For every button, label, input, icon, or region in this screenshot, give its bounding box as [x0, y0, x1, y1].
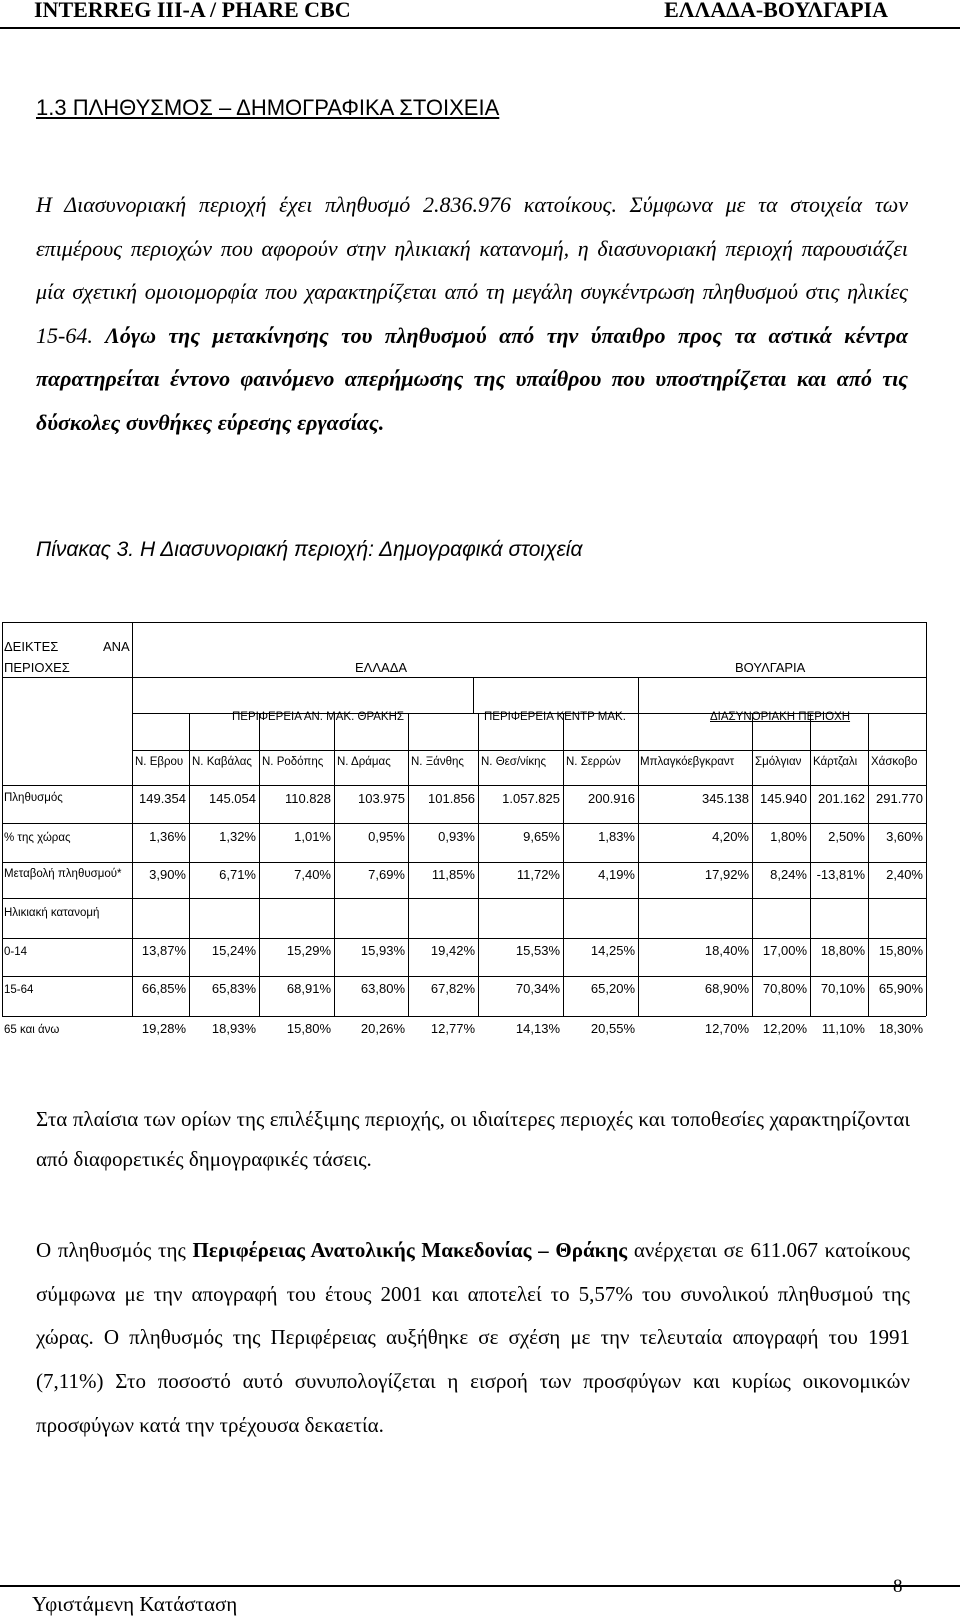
- header-right: ΕΛΛΑΔΑ-ΒΟΥΛΓΑΡΙΑ: [664, 0, 888, 22]
- column-header: Ν. Θεσ/νίκης: [481, 756, 547, 768]
- table-rule: [638, 677, 639, 1016]
- row-label: % της χώρας: [4, 832, 71, 844]
- paragraph-region-population: [36, 1229, 910, 1448]
- para3-region-name: Περιφέρειας Ανατολικής Μακεδονίας – Θράκης: [192, 1238, 628, 1262]
- table-cell: 9,65%: [523, 829, 560, 844]
- column-header: Μπλαγκόεβγκραντ: [640, 756, 735, 768]
- table-cell: 149.354: [139, 791, 186, 806]
- table-rule: [2, 898, 926, 899]
- table-rule: [926, 622, 927, 1016]
- intro-paragraph: [36, 183, 908, 445]
- table-cell: 11,72%: [516, 867, 560, 882]
- intro-bold-text: Λόγω της μετακίνησης του πληθυσμού από την ύπαιθρο προς τα αστικά κέντρα παρατηρείται έντονο φαινόμενο απερήμωσης της υπαίθρου που υποστηρίζεται και από τις δύσκολες συνθήκες εύρεσης εργασίας.: [36, 322, 909, 435]
- table-cell: 12,70%: [704, 1021, 749, 1036]
- table-cell: 2,40%: [886, 867, 923, 882]
- column-header: Ν. Καβάλας: [192, 756, 252, 768]
- table-cell: 15,53%: [515, 943, 560, 958]
- table-cell: 1,36%: [149, 829, 186, 844]
- table-rule: [2, 1016, 926, 1017]
- table-cell: 3,90%: [149, 867, 186, 882]
- table-cell: 15,24%: [211, 943, 256, 958]
- table-cell: 12,20%: [762, 1021, 807, 1036]
- table-cell: 8,24%: [770, 867, 807, 882]
- table-cell: 17,00%: [762, 943, 807, 958]
- table-rule: [259, 713, 260, 1016]
- region-kentrikis-makedonias: ΠΕΡΙΦΕΡΕΙΑ ΚΕΝΤΡ ΜΑΚ.: [484, 711, 626, 723]
- column-header: Χάσκοβο: [871, 756, 918, 768]
- row-label: Πληθυσμός: [4, 792, 63, 804]
- table-rule: [408, 713, 409, 1016]
- table-cell: 63,80%: [360, 981, 405, 996]
- corner-label-line2: ΠΕΡΙΟΧΕΣ: [4, 660, 70, 675]
- corner-label-line1: ΔΕΙΚΤΕΣ: [4, 639, 59, 654]
- table-rule: [334, 713, 335, 1016]
- table-cell: 101.856: [428, 791, 475, 806]
- header-left: INTERREG III-A / PHARE CBC: [34, 0, 351, 22]
- table-rule: [868, 713, 869, 1016]
- table-rule: [2, 976, 926, 977]
- table-cell: 70,80%: [762, 981, 807, 996]
- table-cell: 18,30%: [878, 1021, 923, 1036]
- table-rule: [2, 677, 926, 678]
- column-header: Ν. Ξάνθης: [411, 756, 464, 768]
- intro-text: Η Διασυνοριακή περιοχή έχει πληθυσμό 2.836.976 κατοίκους. Σύμφωνα με τα στοιχεία των επιμέρους περιοχών που αφορούν στην ηλικιακή κατανομή, η διασυνοριακή περιοχή παρουσιάζει μία σχετική ομοιομορφία που χαρακτηρίζεται από τη μεγάλη συγκέντρωση πληθυσμού στις ηλικίες 15-64.: [36, 192, 908, 348]
- table-rule: [563, 713, 564, 1016]
- table-cell: 4,20%: [712, 829, 749, 844]
- table-rule: [2, 862, 926, 863]
- table-cell: 110.828: [284, 791, 331, 806]
- column-header: Κάρτζαλι: [813, 756, 858, 768]
- country-greece: ΕΛΛΑΔΑ: [355, 660, 408, 675]
- column-header: Ν. Ροδόπης: [262, 756, 324, 768]
- table-rule: [752, 713, 753, 1016]
- table-cell: 345.138: [702, 791, 749, 806]
- table-rule: [2, 622, 3, 1016]
- table-cell: 11,10%: [821, 1021, 865, 1036]
- table-cell: 68,91%: [286, 981, 331, 996]
- footer-rule: [0, 1585, 960, 1587]
- table-cell: 68,90%: [704, 981, 749, 996]
- table-cell: 7,40%: [294, 867, 331, 882]
- table-cell: 65,20%: [590, 981, 635, 996]
- table-cell: 145.940: [760, 791, 807, 806]
- table-cell: 65,83%: [211, 981, 256, 996]
- table-cell: 200.916: [588, 791, 635, 806]
- table-cell: 13,87%: [141, 943, 186, 958]
- paragraph-trends: Στα πλαίσια των ορίων της επιλέξιμης περιοχής, οι ιδιαίτερες περιοχές και τοποθεσίες χαρακτηρίζονται από διαφορετικές δημογραφικές τάσεις.: [36, 1107, 910, 1171]
- table-cell: 15,93%: [360, 943, 405, 958]
- table-cell: 7,69%: [368, 867, 405, 882]
- row-label: 15-64: [4, 984, 34, 996]
- page-number: 8: [893, 1576, 903, 1597]
- table-cell: 1.057.825: [502, 791, 560, 806]
- table-cell: 15,80%: [878, 943, 923, 958]
- column-header: Ν. Δράμας: [337, 756, 391, 768]
- column-header: Ν. Εβρου: [135, 756, 184, 768]
- row-label: 65 και άνω: [4, 1024, 60, 1036]
- table-cell: 12,77%: [430, 1021, 475, 1036]
- table-rule: [189, 713, 190, 1016]
- header-rule: [0, 27, 960, 29]
- table-cell: 15,80%: [286, 1021, 331, 1036]
- table-rule: [2, 938, 926, 939]
- table-cell: 70,10%: [820, 981, 865, 996]
- table-cell: 19,42%: [430, 943, 475, 958]
- table-cell: 19,28%: [141, 1021, 186, 1036]
- column-header: Σμόλγιαν: [755, 756, 802, 768]
- para3-after: ανέρχεται σε 611.067 κατοίκους σύμφωνα με την απογραφή του έτους 2001 και αποτελεί το 5,57% του συνολικού πληθυσμού της χώρας. Ο πληθυσμός της Περιφέρειας αυξήθηκε σε σχέση με την τελευταία απογραφή του 1991 (7,11%) Στο ποσοστό αυτό συνυπολογίζεται η εισροή των προσφύγων και κυρίως οικονομικών προσφύγων κατά την τρέχουσα δεκαετία.: [36, 1238, 910, 1437]
- table-cell: 18,40%: [704, 943, 749, 958]
- table-cell: 1,32%: [219, 829, 256, 844]
- table-cell: 20,26%: [360, 1021, 405, 1036]
- row-label: 0-14: [4, 946, 28, 958]
- cross-border-area: ΔΙΑΣΥΝΟΡΙΑΚΗ ΠΕΡΙΟΧΗ: [710, 711, 851, 723]
- table-cell: 66,85%: [141, 981, 186, 996]
- table-cell: 15,29%: [286, 943, 331, 958]
- table-cell: 2,50%: [828, 829, 865, 844]
- corner-label-ana: ΑΝΑ: [103, 639, 130, 654]
- table-cell: 17,92%: [704, 867, 749, 882]
- table-cell: 67,82%: [430, 981, 475, 996]
- table-cell: -13,81%: [816, 867, 865, 882]
- section-title: 1.3 ΠΛΗΘΥΣΜΟΣ – ΔΗΜΟΓΡΑΦΙΚΑ ΣΤΟΙΧΕΙΑ: [36, 95, 500, 120]
- table-rule: [2, 785, 926, 786]
- table-rule: [478, 713, 479, 1016]
- table-rule: [2, 622, 926, 623]
- table-cell: 3,60%: [886, 829, 923, 844]
- table-cell: 1,83%: [598, 829, 635, 844]
- table-cell: 18,93%: [211, 1021, 256, 1036]
- table-cell: 145.054: [209, 791, 256, 806]
- table-cell: 4,19%: [598, 867, 635, 882]
- column-header: Ν. Σερρών: [566, 756, 621, 768]
- table-cell: 0,95%: [368, 829, 405, 844]
- table-cell: 201.162: [818, 791, 865, 806]
- table-cell: 6,71%: [219, 867, 256, 882]
- table-cell: 1,80%: [770, 829, 807, 844]
- table-cell: 11,85%: [431, 867, 475, 882]
- country-bulgaria: ΒΟΥΛΓΑΡΙΑ: [735, 660, 806, 675]
- age-distribution-heading: Ηλικιακή κατανομή: [4, 907, 100, 919]
- table-caption: Πίνακας 3. Η Διασυνοριακή περιοχή: Δημογραφικά στοιχεία: [36, 538, 583, 561]
- para3-before: Ο πληθυσμός της: [36, 1238, 193, 1262]
- table-rule: [473, 677, 474, 713]
- table-cell: 20,55%: [590, 1021, 635, 1036]
- table-cell: 65,90%: [878, 981, 923, 996]
- region-amth: ΠΕΡΙΦΕΡΕΙΑ ΑΝ. ΜΑΚ. ΘΡΑΚΗΣ: [232, 711, 405, 723]
- table-rule: [810, 713, 811, 1016]
- row-label: Μεταβολή πληθυσμού*: [4, 868, 122, 880]
- table-cell: 70,34%: [515, 981, 560, 996]
- table-rule: [2, 823, 926, 824]
- table-cell: 14,13%: [515, 1021, 560, 1036]
- table-rule: [132, 750, 926, 751]
- table-cell: 0,93%: [438, 829, 475, 844]
- table-cell: 18,80%: [820, 943, 865, 958]
- table-cell: 14,25%: [590, 943, 635, 958]
- table-cell: 103.975: [358, 791, 405, 806]
- table-cell: 291.770: [876, 791, 923, 806]
- table-cell: 1,01%: [294, 829, 331, 844]
- footer-title: Υφιστάμενη Κατάσταση: [32, 1592, 238, 1616]
